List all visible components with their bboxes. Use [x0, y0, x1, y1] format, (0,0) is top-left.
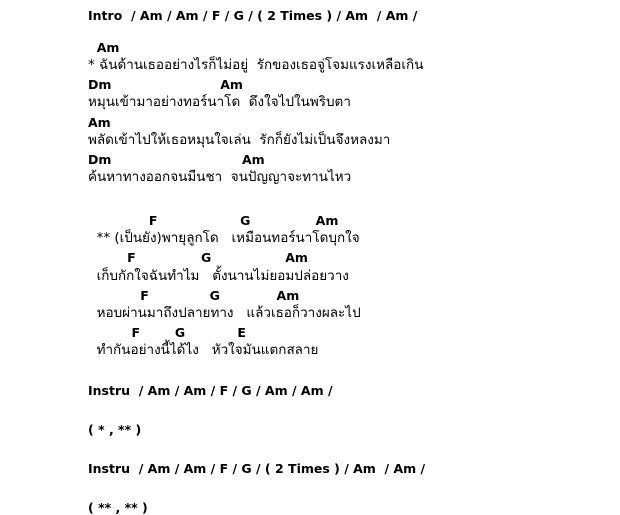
repeat-marker-1: ( * , ** ): [88, 422, 142, 438]
verse1-chords-3: Am: [88, 114, 111, 130]
chorus-lyric-4: ทำกันอย่างนี้ได้ไง หัวใจมันแตกสลาย: [88, 342, 319, 359]
verse1-lyric-3: พลัดเข้าไปให้เธอหมุนใจเล่น รักก็ยังไม่เป็นจึงหลงมา: [88, 131, 391, 148]
verse1-chords-2: Dm Am: [88, 77, 243, 93]
verse1-lyric-1: * ฉันด้านเธออย่างไรก็ไม่อยู่ รักของเธอจู่โจมแรงเหลือเกิน: [88, 57, 424, 74]
instru-line-1: Instru / Am / Am / F / G / Am / Am /: [88, 383, 333, 399]
chorus-chords-4: F G E: [88, 325, 246, 341]
spacer: [0, 398, 620, 416]
instru-line-2: Instru / Am / Am / F / G / ( 2 Times ) / Am / Am /: [88, 461, 426, 477]
repeat-marker-2: ( ** , ** ): [88, 500, 148, 515]
spacer: [0, 437, 620, 455]
repeat-1-block: [0, 422, 620, 437]
spacer: [0, 23, 620, 41]
instru-1-block: [0, 383, 620, 398]
spacer: [0, 375, 620, 383]
chorus-chords-1: F G Am: [88, 213, 339, 229]
repeat-2-block: [0, 500, 620, 515]
instru-2-block: [0, 461, 620, 476]
spacer: [0, 184, 620, 202]
chorus-chords-2: F G Am: [88, 250, 308, 266]
chorus-lyric-1: ** (เป็นยัง)พายุลูกโด เหมือนทอร์นาโดบุกใจ: [88, 230, 360, 247]
intro-line: Intro / Am / Am / F / G / ( 2 Times ) / Am / Am /: [88, 8, 418, 23]
intro-block: [0, 8, 620, 23]
spacer: [0, 476, 620, 494]
verse1-chords-4: Dm Am: [88, 151, 265, 167]
verse1-lyric-4: ค้นหาทางออกจนมืนชา จนปัญญาจะทานไหว: [88, 169, 352, 186]
verse1-lyric-2: หมุนเข้ามาอย่างทอร์นาโด ดึงใจไปในพริบตา: [88, 94, 351, 111]
chorus-lyric-2: เก็บกักใจฉันทำไม ตั้งนานไม่ยอมปล่อยวาง: [88, 267, 349, 284]
chorus-block: [0, 214, 620, 357]
chorus-chords-3: F G Am: [88, 287, 300, 303]
chorus-lyric-3: หอบผ่านมาถึงปลายทาง แล้วเธอก็วางผละไป: [88, 304, 361, 321]
verse-1-block: [0, 41, 620, 184]
verse1-chords-1: Am: [88, 40, 120, 55]
spacer: [0, 357, 620, 375]
